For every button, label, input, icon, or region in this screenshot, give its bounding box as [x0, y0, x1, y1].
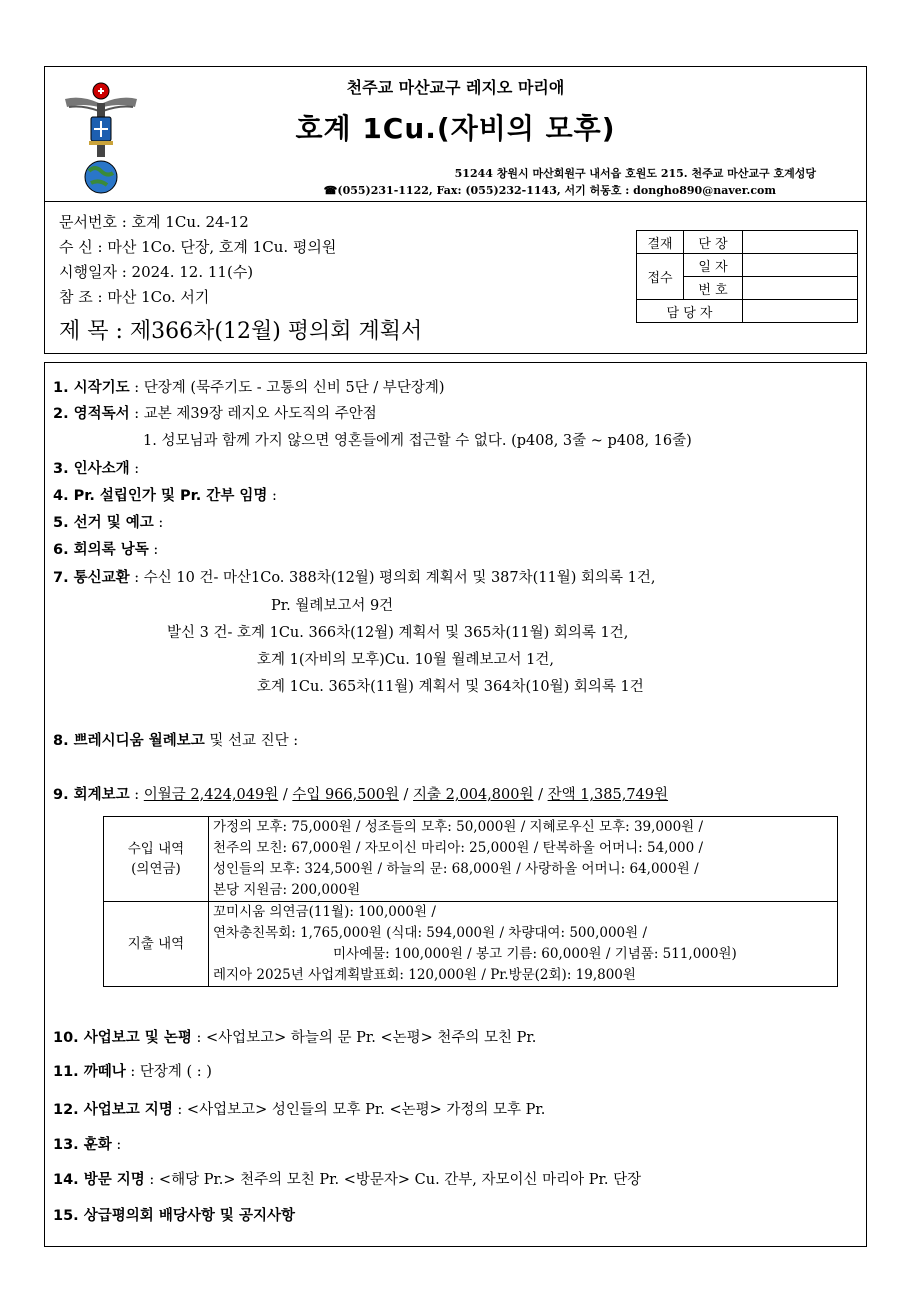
recipient: 수 신 : 마산 1Co. 단장, 호계 1Cu. 평의원: [59, 238, 337, 256]
receipt-label: 접수: [637, 254, 684, 300]
date-label: 일 자: [684, 254, 743, 277]
expense-line: 미사예물: 100,000원 / 봉고 기름: 60,000원 / 기념품: 511,000원): [333, 946, 737, 962]
contact-info: ☎(055)231-1122, Fax: (055)232-1143, 서기 허동호 : dongho890@naver.com: [323, 184, 776, 197]
expense-line: 꼬미시움 의연금(11월): 100,000원 /: [213, 904, 436, 920]
balance-amount: 잔액 1,385,749원: [547, 787, 669, 803]
item-notices: 15. 상급평의회 배당사항 및 공지사항: [53, 1208, 295, 1224]
reading-detail: 1. 성모님과 함께 가지 않으면 영혼들에게 접근할 수 없다. (p408, 3줄 ~ p408, 16줄): [143, 433, 692, 449]
item-praesidium-approval: 4. Pr. 설립인가 및 Pr. 간부 임명 :: [53, 488, 277, 504]
correspondence-line-5: 호계 1Cu. 365차(11월) 계획서 및 364차(10월) 회의록 1건: [257, 679, 644, 695]
issue-date: 시행일자 : 2024. 12. 11(수): [59, 263, 254, 281]
expense-detail-cell: [209, 902, 838, 987]
expense-amount: 지출 2,004,800원: [413, 787, 534, 803]
item-introductions: 3. 인사소개 :: [53, 461, 140, 477]
leader-sign-cell: [743, 231, 858, 254]
income-amount: 수입 966,500원: [292, 787, 399, 803]
income-line: 천주의 모친: 67,000원 / 자모이신 마리아: 25,000원 / 탄복하올 어머니: 54,000 /: [213, 840, 704, 856]
item-opening-prayer: 1. 시작기도 : 단장계 (묵주기도 - 고통의 신비 5단 / 부단장계): [53, 380, 445, 396]
item-catena: 11. 까떼나 : 단장계 ( : ): [53, 1064, 212, 1080]
expense-line: 연차총친목회: 1,765,000원 (식대: 594,000원 / 차량대여: 500,000원 /: [213, 925, 648, 941]
address: 51244 창원시 마산회원구 내서읍 호원도 215. 천주교 마산교구 호계성당: [454, 167, 816, 180]
document-info: [44, 202, 867, 354]
item-spiritual-reading: 2. 영적독서 : 교본 제39장 레지오 사도직의 주안점: [53, 406, 377, 422]
date-cell: [743, 254, 858, 277]
item-minutes-reading: 6. 회의록 낭독 :: [53, 542, 159, 558]
doc-number: 문서번호 : 호계 1Cu. 24-12: [59, 213, 249, 231]
document-subject: 제 목 : 제366차(12월) 평의회 계획서: [59, 319, 423, 344]
item-allocution: 13. 훈화 :: [53, 1137, 122, 1153]
correspondence-line-2: Pr. 월례보고서 9건: [271, 598, 394, 614]
item-correspondence: 7. 통신교환 : 수신 10 건- 마산1Co. 388차(12월) 평의회 계획서 및 387차(11월) 회의록 1건,: [53, 570, 656, 586]
correspondence-line-4: 호계 1(자비의 모후)Cu. 10월 월례보고서 1건,: [257, 652, 555, 668]
correspondence-line-3: 발신 3 건- 호계 1Cu. 366차(12월) 계획서 및 365차(11월) 회의록 1건,: [167, 625, 629, 641]
letterhead: [44, 66, 867, 202]
income-label-cell: 수입 내역 (의연금): [104, 817, 209, 902]
expense-row: [104, 902, 838, 987]
organization-name: 천주교 마산교구 레지오 마리애: [346, 78, 565, 97]
item-financial-report: 9. 회계보고 : 이월금 2,424,049원 / 수입 966,500원 / 지출 2,004,800원 / 잔액 1,385,749원: [53, 787, 669, 803]
income-detail-cell: [209, 817, 838, 902]
leader-label: 단 장: [684, 231, 743, 254]
income-row: [104, 817, 838, 902]
number-cell: [743, 277, 858, 300]
approval-label: 결재: [637, 231, 684, 254]
item-praesidium-report: 8. 쁘레시디움 월례보고 및 선교 진단 :: [53, 733, 299, 749]
item-visit-assignment: 14. 방문 지명 : <해당 Pr.> 천주의 모친 Pr. <방문자> Cu. 간부, 자모이신 마리아 Pr. 단장: [53, 1172, 642, 1188]
officer-label: 담 당 자: [637, 300, 743, 323]
officer-cell: [743, 300, 858, 323]
income-line: 성인들의 모후: 324,500원 / 하늘의 문: 68,000원 / 사랑하올 어머니: 64,000원 /: [213, 861, 699, 877]
item-election: 5. 선거 및 예고 :: [53, 515, 164, 531]
expense-line: 레지아 2025년 사업계획발표회: 120,000원 / Pr.방문(2회): 19,800원: [213, 967, 636, 983]
meeting-plan-body: [44, 362, 867, 1247]
reference: 참 조 : 마산 1Co. 서기: [59, 288, 210, 306]
number-label: 번 호: [684, 277, 743, 300]
income-line: 본당 지원금: 200,000원: [213, 882, 361, 898]
carryover-amount: 이월금 2,424,049원: [143, 787, 279, 803]
item-work-report: 10. 사업보고 및 논평 : <사업보고> 하늘의 문 Pr. <논평> 천주의 모친 Pr.: [53, 1030, 537, 1046]
approval-table: [636, 230, 858, 323]
accounts-table: [103, 816, 838, 987]
curia-name: 호계 1Cu.(자비의 모후): [295, 112, 616, 145]
item-report-assignment: 12. 사업보고 지명 : <사업보고> 성인들의 모후 Pr. <논평> 가정의 모후 Pr.: [53, 1102, 546, 1118]
expense-label-cell: 지출 내역: [104, 902, 209, 987]
income-line: 가정의 모후: 75,000원 / 성조들의 모후: 50,000원 / 지혜로우신 모후: 39,000원 /: [213, 819, 704, 835]
